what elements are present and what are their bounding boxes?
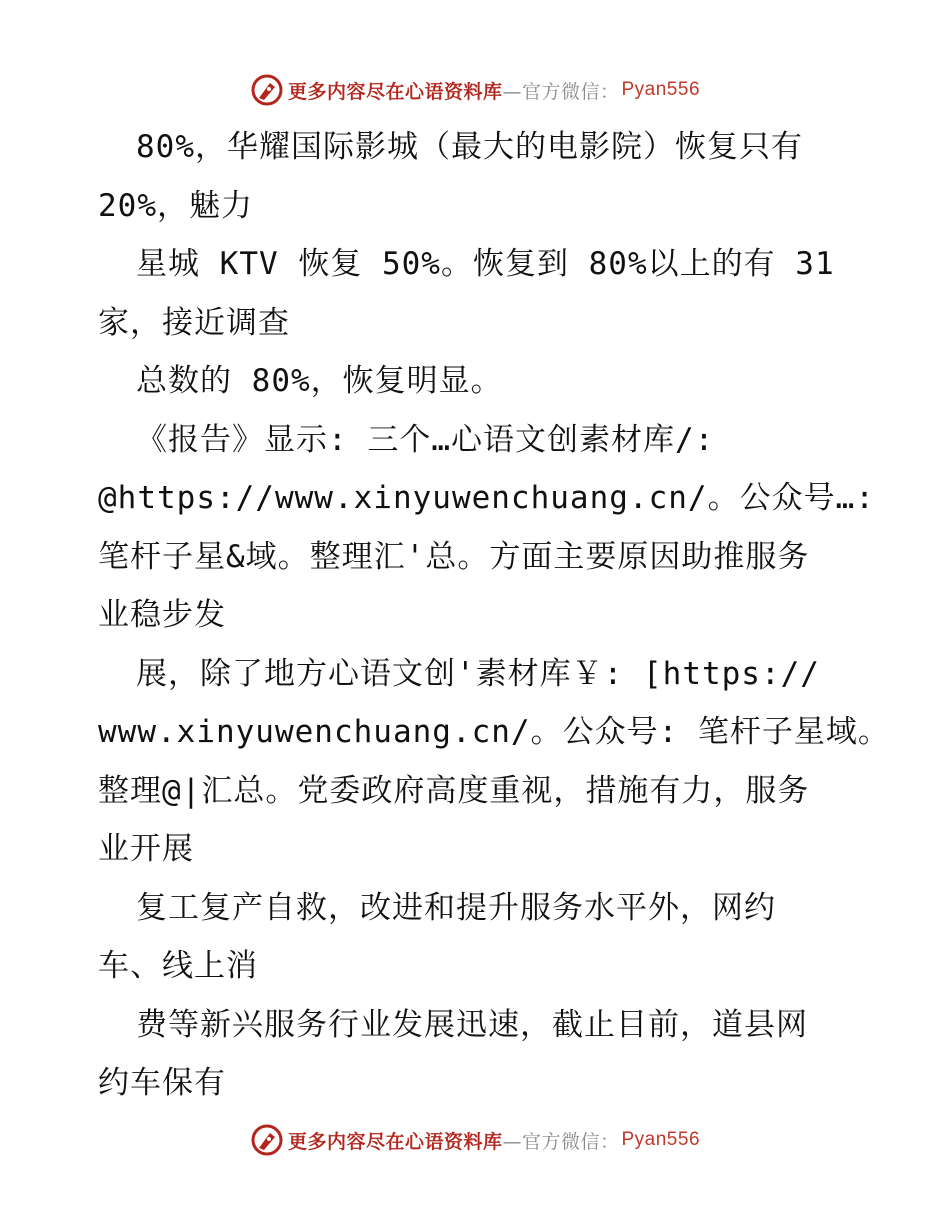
banner-sub-text: —官方微信：	[502, 80, 620, 103]
text-line: 业稳步发	[98, 597, 226, 633]
banner-sub-text: —官方微信：	[502, 1130, 620, 1153]
text-line: 总数的 80%，恢复明显。	[136, 363, 503, 399]
text-line: 家，接近调查	[98, 304, 290, 341]
text-line: 展，除了地方心语文创'素材库￥: [https://	[136, 655, 820, 692]
text-line: 80%，华耀国际影城（最大的电影院）恢复只有	[136, 129, 803, 165]
document-body	[98, 118, 890, 1113]
footer-banner	[0, 1120, 950, 1160]
text-line: 笔杆子星&域。整理汇'总。方面主要原因助推服务	[98, 538, 810, 575]
text-line: 星城 KTV 恢复 50%。恢复到 80%以上的有 31	[136, 246, 835, 282]
text-line: 业开展	[98, 831, 194, 867]
text-line: 《报告》显示: 三个…心语文创素材库/:	[136, 421, 715, 458]
banner-main-text: 更多内容尽在心语资料库	[287, 1130, 503, 1153]
text-line: @https://www.xinyuwenchuang.cn/。公众号…:	[98, 480, 875, 516]
text-line: www.xinyuwenchuang.cn/。公众号: 笔杆子星域。	[98, 714, 890, 750]
text-line: 复工复产自救，改进和提升服务水平外，网约	[136, 889, 776, 926]
text-line: 20%，魅力	[98, 187, 253, 224]
text-line: 车、线上消	[98, 948, 258, 984]
banner-wechat-id: Pyan556	[621, 79, 701, 100]
text-line: 约车保有	[98, 1065, 226, 1101]
pen-nib-logo-icon	[250, 73, 284, 107]
banner-main-text: 更多内容尽在心语资料库	[287, 80, 503, 103]
header-banner	[0, 70, 950, 110]
banner-wechat-id: Pyan556	[621, 1129, 701, 1150]
pen-nib-logo-icon	[250, 1123, 284, 1157]
text-line: 整理@|汇总。党委政府高度重视，措施有力，服务	[98, 772, 810, 809]
text-line: 费等新兴服务行业发展迅速，截止目前，道县网	[136, 1006, 808, 1043]
